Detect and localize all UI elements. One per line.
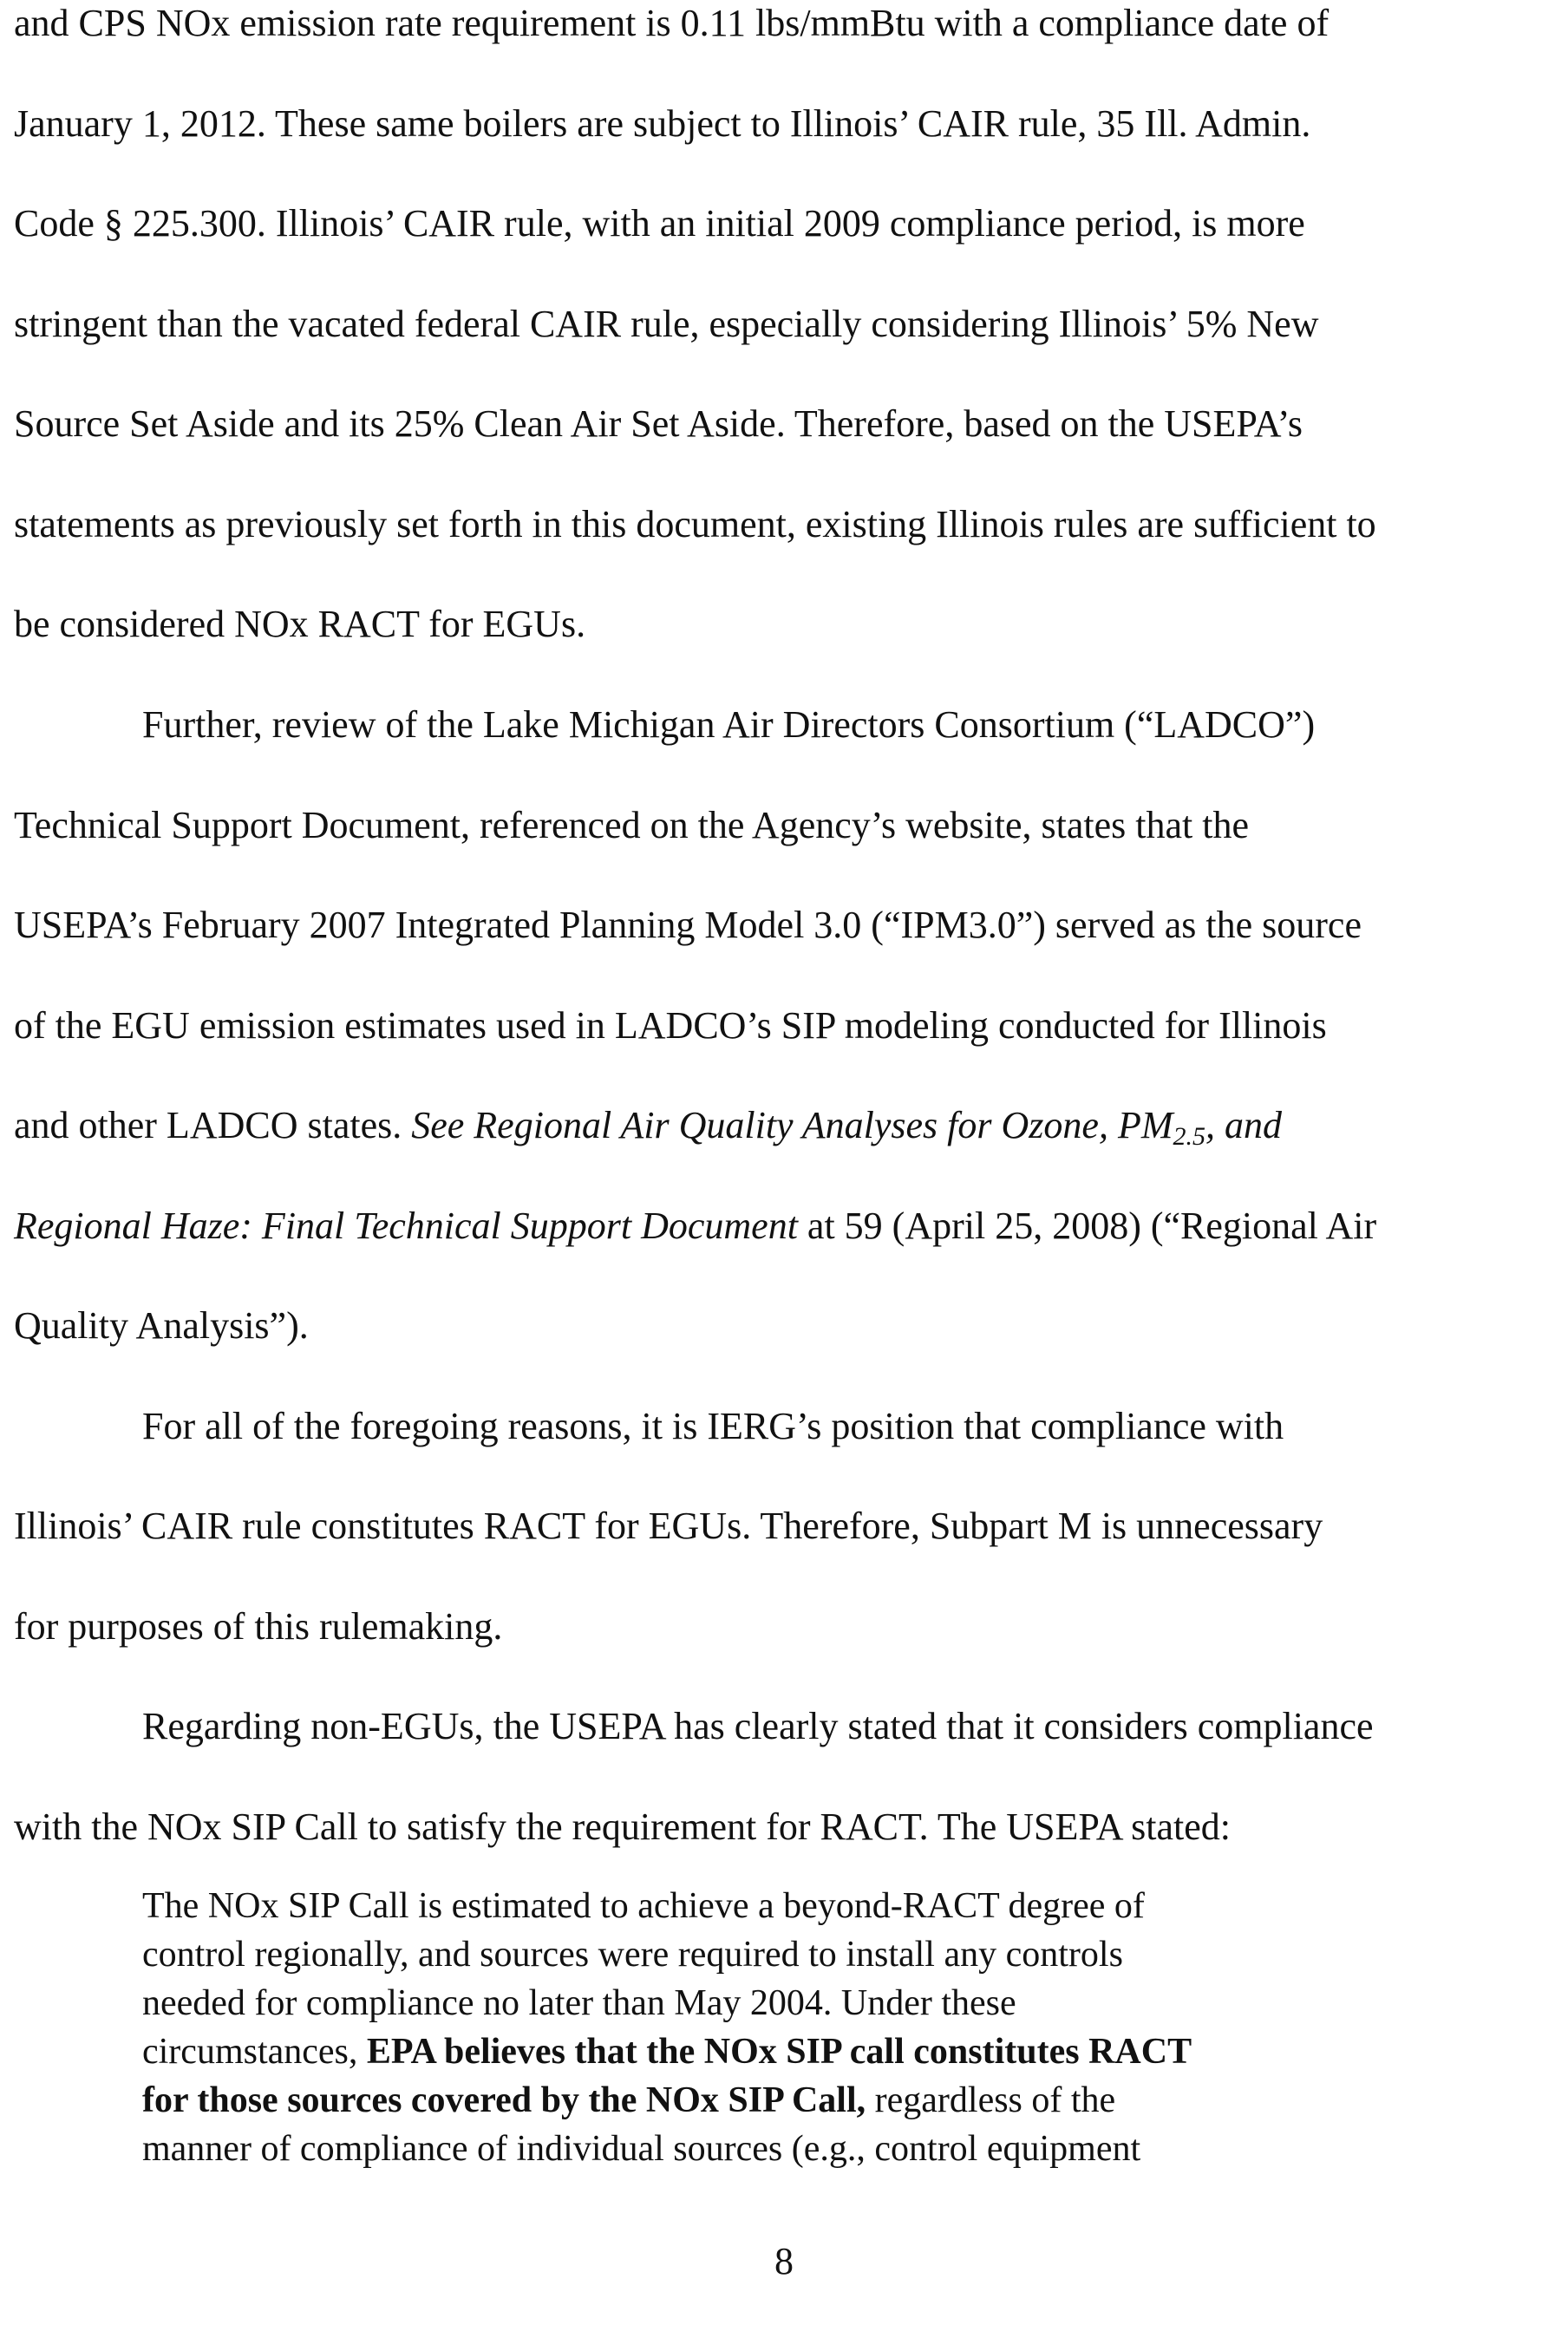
body-line: of the EGU emission estimates used in LADCO’s SIP modeling conducted for Illinois: [14, 1004, 1327, 1047]
body-line: Illinois’ CAIR rule constitutes RACT for EGUs. Therefore, Subpart M is unnecessary: [14, 1505, 1323, 1547]
quote-emphasis: for those sources covered by the NOx SIP Call,: [142, 2080, 866, 2120]
citation-title: See Regional Air Quality Analyses for Ozone, PM: [411, 1104, 1173, 1146]
citation-line-2: [14, 1204, 1376, 1249]
body-line: for purposes of this rulemaking.: [14, 1605, 503, 1648]
page-number: 8: [774, 2240, 794, 2282]
body-line: stringent than the vacated federal CAIR rule, especially considering Illinois’ 5% New: [14, 303, 1319, 345]
paragraph-first-line: Regarding non-EGUs, the USEPA has clearly stated that it considers compliance: [142, 1705, 1374, 1747]
body-line: Quality Analysis”).: [14, 1304, 309, 1347]
quote-emphasis: EPA believes that the NOx SIP call constitutes RACT: [366, 2032, 1192, 2072]
quote-line: [142, 2076, 1495, 2125]
quote-plain: circumstances,: [142, 2032, 367, 2072]
body-line: Code § 225.300. Illinois’ CAIR rule, with an initial 2009 compliance period, is more: [14, 202, 1305, 245]
body-line: statements as previously set forth in this document, existing Illinois rules are sufficient to: [14, 503, 1376, 545]
body-line: Source Set Aside and its 25% Clean Air Set Aside. Therefore, based on the USEPA’s: [14, 402, 1303, 445]
paragraph-first-line: Further, review of the Lake Michigan Air Directors Consortium (“LADCO”): [142, 703, 1316, 746]
quote-line: manner of compliance of individual sources (e.g., control equipment: [142, 2129, 1141, 2169]
body-line: January 1, 2012. These same boilers are subject to Illinois’ CAIR rule, 35 Ill. Admin.: [14, 102, 1311, 145]
body-line: with the NOx SIP Call to satisfy the requirement for RACT. The USEPA stated:: [14, 1805, 1231, 1848]
quote-line: control regionally, and sources were required to install any controls: [142, 1935, 1123, 1975]
paragraph-first-line: For all of the foregoing reasons, it is IERG’s position that compliance with: [142, 1405, 1284, 1447]
citation-title-tail: , and: [1205, 1104, 1282, 1146]
quote-line: The NOx SIP Call is estimated to achieve a beyond-RACT degree of: [142, 1886, 1145, 1926]
body-line: be considered NOx RACT for EGUs.: [14, 603, 586, 645]
quote-plain: regardless of the: [866, 2080, 1116, 2120]
quote-line: needed for compliance no later than May 2004. Under these: [142, 1983, 1016, 2023]
citation-lead: and other LADCO states.: [14, 1104, 412, 1146]
citation-line: [14, 1103, 1282, 1151]
citation-subscript: 2.5: [1173, 1122, 1205, 1151]
body-line: USEPA’s February 2007 Integrated Planning Model 3.0 (“IPM3.0”) served as the source: [14, 904, 1362, 946]
body-line: and CPS NOx emission rate requirement is 0.11 lbs/mmBtu with a compliance date of: [14, 2, 1330, 44]
citation-rest: at 59 (April 25, 2008) (“Regional Air: [797, 1205, 1377, 1247]
block-quote: [142, 1882, 1495, 2173]
quote-line: [142, 2027, 1495, 2076]
body-line: Technical Support Document, referenced on the Agency’s website, states that the: [14, 804, 1250, 846]
citation-title-2: Regional Haze: Final Technical Support Document: [14, 1205, 798, 1247]
